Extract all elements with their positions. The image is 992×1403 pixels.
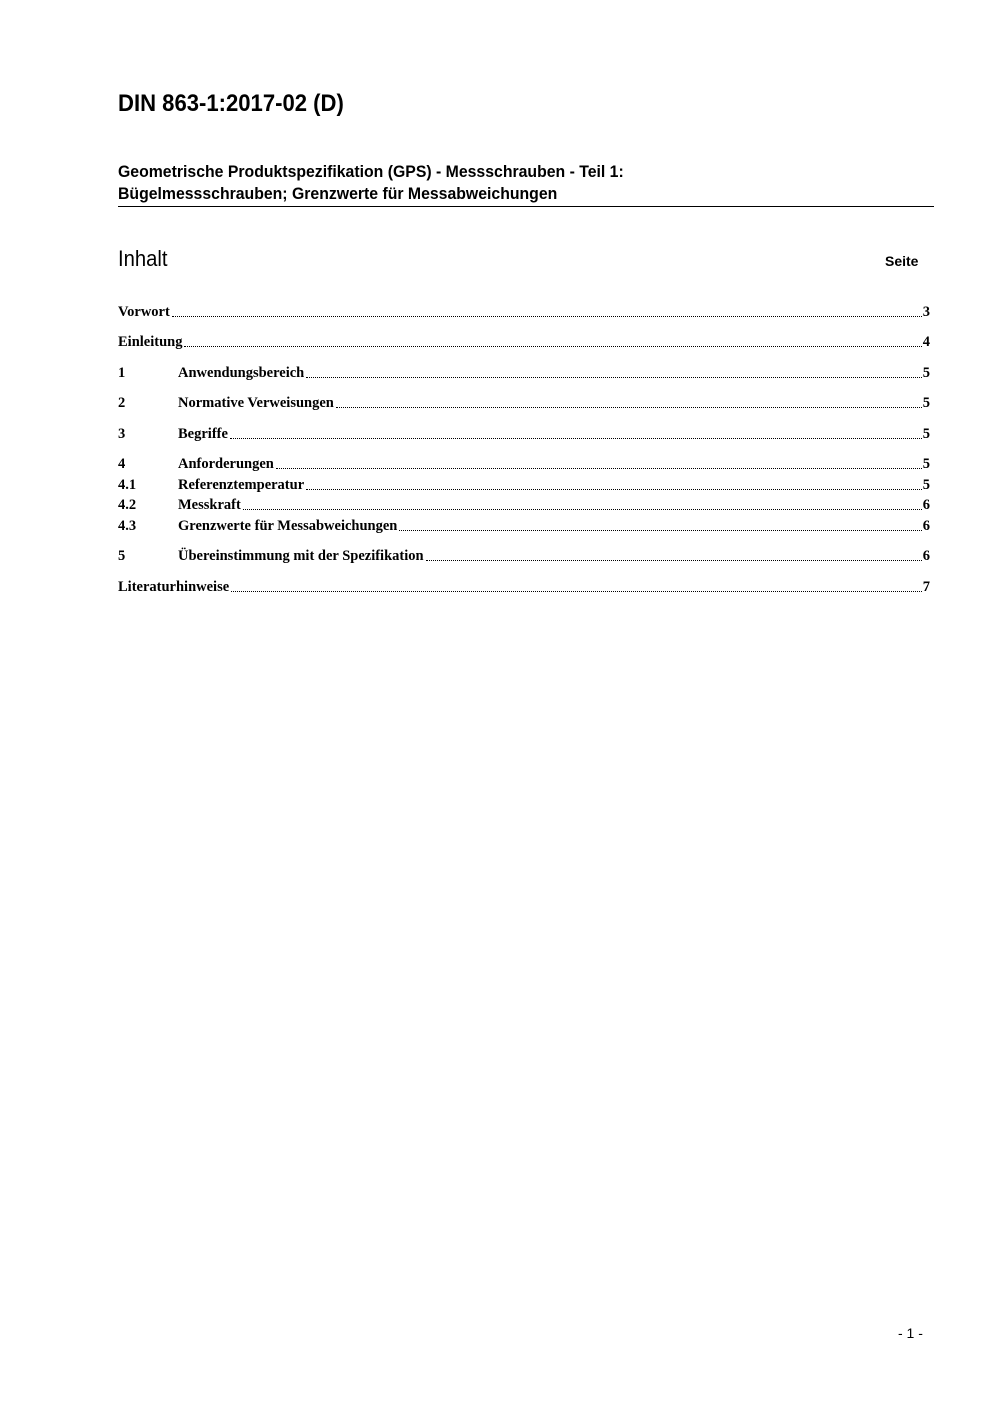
toc-entry[interactable] bbox=[118, 496, 930, 514]
document-id: DIN 863-1:2017-02 (D) bbox=[118, 90, 344, 117]
toc-entry-page: 5 bbox=[922, 426, 930, 442]
toc-entry-number: 4.1 bbox=[118, 477, 137, 493]
toc-entry-page: 6 bbox=[922, 548, 930, 564]
toc-entry[interactable] bbox=[118, 303, 930, 321]
toc-entry-page: 6 bbox=[922, 497, 930, 513]
toc-entry-title[interactable]: Messkraft bbox=[178, 497, 241, 513]
toc-entry[interactable] bbox=[118, 364, 930, 382]
toc-entry[interactable] bbox=[118, 547, 930, 565]
toc-entry-number: 1 bbox=[118, 365, 126, 381]
toc-leader-dots bbox=[230, 438, 922, 439]
toc-entry-title[interactable]: Vorwort bbox=[118, 304, 170, 320]
toc-leader-dots bbox=[336, 407, 922, 408]
toc-entry-title[interactable]: Anwendungsbereich bbox=[178, 365, 305, 381]
toc-entry-page: 4 bbox=[922, 334, 930, 350]
toc-entry-title[interactable]: Übereinstimmung mit der Spezifikation bbox=[178, 548, 424, 564]
toc-page-label: Seite bbox=[885, 253, 919, 269]
toc-entry[interactable] bbox=[118, 578, 930, 596]
toc-entry[interactable] bbox=[118, 455, 930, 473]
toc-entry-title[interactable]: Begriffe bbox=[178, 426, 228, 442]
toc-entry-number: 3 bbox=[118, 426, 126, 442]
toc-entry-page: 7 bbox=[922, 579, 930, 595]
toc-entry-page: 5 bbox=[922, 477, 930, 493]
toc-leader-dots bbox=[399, 530, 921, 531]
toc-leader-dots bbox=[306, 377, 922, 378]
toc-heading: Inhalt bbox=[118, 246, 168, 271]
toc-leader-dots bbox=[172, 316, 922, 317]
toc-entry-number: 2 bbox=[118, 395, 126, 411]
toc-entry[interactable] bbox=[118, 476, 930, 494]
toc-entry-title[interactable]: Einleitung bbox=[118, 334, 183, 350]
toc-entry-number: 4.2 bbox=[118, 497, 137, 513]
toc-entry[interactable] bbox=[118, 333, 930, 351]
toc-entry[interactable] bbox=[118, 394, 930, 412]
toc-entry-number: 5 bbox=[118, 548, 126, 564]
toc-entry-page: 6 bbox=[922, 518, 930, 534]
toc-leader-dots bbox=[426, 560, 922, 561]
subtitle-line-2: Bügelmessschrauben; Grenzwerte für Messabweichungen bbox=[118, 184, 558, 203]
page-number: - 1 - bbox=[898, 1325, 923, 1341]
toc-entry[interactable] bbox=[118, 425, 930, 443]
toc-entry-page: 5 bbox=[922, 456, 930, 472]
toc-entry-page: 5 bbox=[922, 395, 930, 411]
toc-entry-title[interactable]: Literaturhinweise bbox=[118, 579, 230, 595]
toc-entry-number: 4.3 bbox=[118, 518, 137, 534]
toc-leader-dots bbox=[276, 468, 922, 469]
toc-leader-dots bbox=[231, 591, 922, 592]
toc-leader-dots bbox=[243, 509, 922, 510]
toc-entry-title[interactable]: Normative Verweisungen bbox=[178, 395, 334, 411]
document-subtitle bbox=[118, 161, 624, 205]
toc-entry-title[interactable]: Referenztemperatur bbox=[178, 477, 305, 493]
toc-entry-title[interactable]: Anforderungen bbox=[178, 456, 274, 472]
toc-leader-dots bbox=[306, 489, 922, 490]
title-divider bbox=[118, 206, 934, 207]
toc-entry-page: 5 bbox=[922, 365, 930, 381]
subtitle-line-1: Geometrische Produktspezifikation (GPS) - Messschrauben - Teil 1: bbox=[118, 162, 624, 181]
toc-leader-dots bbox=[184, 346, 921, 347]
toc-entry-title[interactable]: Grenzwerte für Messabweichungen bbox=[178, 518, 398, 534]
toc-entry-number: 4 bbox=[118, 456, 126, 472]
toc-entry-page: 3 bbox=[922, 304, 930, 320]
toc-entry[interactable] bbox=[118, 517, 930, 535]
